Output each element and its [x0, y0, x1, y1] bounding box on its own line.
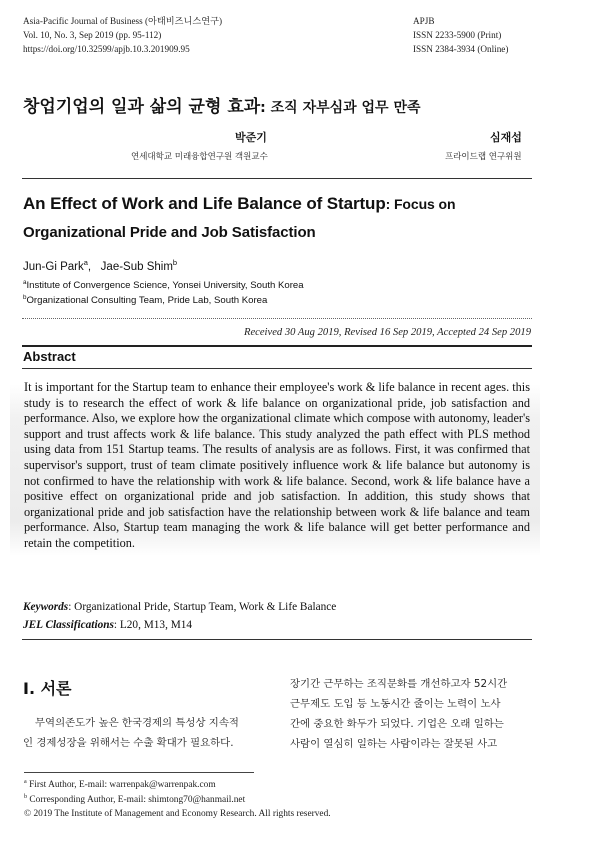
right-line-1: 장기간 근무하는 조직문화를 개선하고자 52시간	[290, 678, 508, 690]
issn-online: ISSN 2384-3934 (Online)	[413, 44, 509, 54]
abstract-text: It is important for the Startup team to enhance their employee's work & life balance in recent ages. this study is to research the effect of work & life balance on organizational pride, job satisfaction and performance. Also, we explore how the organizational climate which compose with autonomy, leader's support and trust affects work & life balance. This study analyzed the path effect with PLS method using data from 151 Startup teams. The results of analysis are as follows. First, it was confirmed that supervisor's support, trust of team climate positively influence work & life balance but autonomy is not confirmed to have the relationship with work & life balance. Second, work & life balance have a positive effect on organizational pride and job satisfaction. In addition, this study shows that organizational pride and job satisfaction have the relationship between work & life balance and team performance. Also, Startup team managing the work & life balance will get better performance and retain the competition.	[24, 380, 530, 550]
footnote-a-text: First Author, E-mail: warrenpak@warrenpak.com	[29, 780, 216, 791]
right-line-4: 사람이 열심히 일하는 사람이라는 잘못된 사고	[290, 738, 498, 750]
affiliation-a-mark: a	[23, 279, 27, 286]
issn-print: ISSN 2233-5900 (Print)	[413, 30, 502, 40]
title-divider	[22, 178, 532, 179]
left-line-1: 무역의존도가 높은 한국경제의 특성상 지속적	[35, 717, 239, 729]
english-title-line-1	[23, 194, 455, 214]
author-en-2-mark: b	[172, 258, 178, 267]
footnote-b-mark: b	[24, 794, 28, 800]
english-title-line-2: Organizational Pride and Job Satisfaction	[23, 224, 316, 241]
left-line-2: 인 경제성장을 위해서는 수출 확대가 필요하다.	[23, 737, 234, 749]
section-1-title: Ⅰ. 서론	[23, 679, 72, 698]
copyright	[24, 809, 331, 819]
abstract-heading: Abstract	[23, 349, 76, 364]
affiliation-a	[23, 279, 304, 291]
section-1-right-column	[290, 674, 532, 754]
korean-title-main: 창업기업의 일과 삶의 균형 효과	[23, 97, 261, 117]
right-line-3: 간에 중요한 화두가 되었다. 기업은 오래 일하는	[290, 718, 504, 730]
affiliation-b-text: Organizational Consulting Team, Pride Lab, South Korea	[26, 295, 268, 307]
author-en-1: Jun-Gi Park	[23, 260, 84, 273]
author-separator: ,	[87, 260, 92, 273]
affiliation-b	[23, 294, 267, 306]
keywords-label: Keywords	[23, 601, 69, 613]
affiliation-a-text: Institute of Convergence Science, Yonsei University, South Korea	[26, 280, 304, 292]
english-title-main: An Effect of Work and Life Balance of Startup	[23, 194, 386, 213]
keywords-line	[23, 601, 336, 613]
received-divider	[22, 318, 532, 319]
author-kr-1-name: 박준기	[235, 131, 267, 144]
copyright-text: 2019 The Institute of Management and Economy Research. All rights reserved.	[33, 809, 331, 819]
journal-volume: Vol. 10, No. 3, Sep 2019 (pp. 95-112)	[23, 30, 162, 40]
korean-title-sub: : 조직 자부심과 업무 만족	[260, 100, 421, 116]
jel-line	[23, 619, 192, 631]
copyright-symbol: ©	[24, 809, 32, 819]
footnote-b	[24, 794, 245, 805]
author-kr-2-affiliation: 프라이드랩 연구위원	[445, 152, 522, 162]
journal-name: Asia-Pacific Journal of Business (아태비즈니스연구)	[23, 16, 223, 26]
footnote-a-mark: a	[24, 779, 27, 785]
jel-label: JEL Classifications	[23, 619, 114, 631]
english-title-sub: : Focus on	[385, 196, 456, 212]
author-en-1-mark: a	[83, 258, 88, 267]
affiliation-b-mark: b	[23, 294, 27, 301]
received-dates: Received 30 Aug 2019, Revised 16 Sep 2019, Accepted 24 Sep 2019	[243, 327, 531, 338]
korean-title	[23, 92, 421, 117]
abstract-top-rule	[22, 345, 532, 347]
section-1-left-column	[23, 713, 263, 753]
author-kr-1-affiliation: 연세대학교 미래융합연구원 객원교수	[131, 152, 268, 162]
jel-value: : L20, M13, M14	[113, 619, 193, 631]
footnote-b-text: Corresponding Author, E-mail: shimtong70@hanmail.net	[29, 795, 246, 806]
keywords-value: : Organizational Pride, Startup Team, Work & Life Balance	[68, 601, 337, 613]
journal-abbrev: APJB	[413, 16, 435, 26]
abstract-box	[22, 376, 532, 586]
footnote-rule	[24, 772, 254, 773]
footnote-a	[24, 779, 216, 790]
author-en-2: Jae-Sub Shim	[100, 260, 173, 273]
journal-doi[interactable]: https://doi.org/10.32599/apjb.10.3.201909.95	[23, 44, 190, 54]
author-kr-2-name: 심재섭	[490, 131, 522, 144]
right-line-2: 근무제도 도입 등 노동시간 줄이는 노력이 노사	[290, 698, 501, 710]
abstract-bottom-rule	[22, 368, 532, 369]
english-authors	[23, 258, 177, 273]
keywords-divider	[22, 639, 532, 640]
